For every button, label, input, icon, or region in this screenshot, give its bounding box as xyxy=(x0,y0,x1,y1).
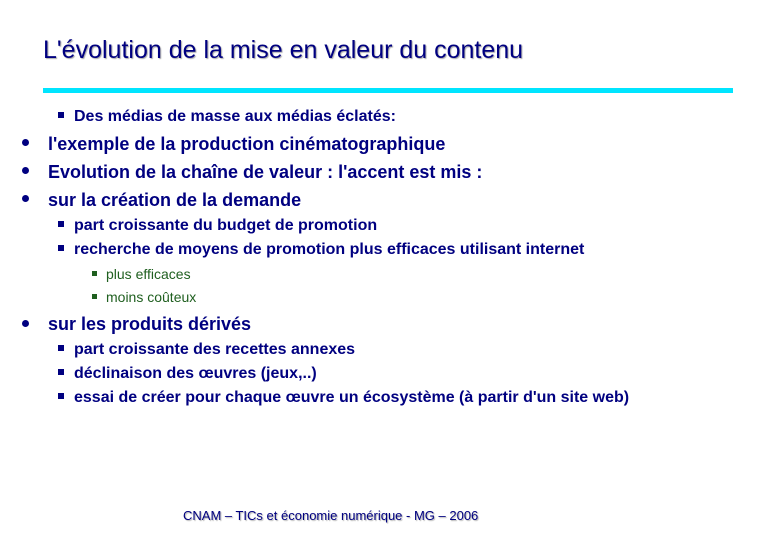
sub-bullet xyxy=(58,341,355,359)
sub-sub-bullet-text: plus efficaces xyxy=(106,266,191,282)
sub-bullet xyxy=(58,365,317,383)
square-bullet-icon xyxy=(92,294,97,299)
round-bullet-icon xyxy=(22,139,29,146)
round-bullet-icon xyxy=(22,167,29,174)
square-bullet-icon xyxy=(58,393,64,399)
intro-line xyxy=(58,108,396,126)
square-bullet-icon xyxy=(58,245,64,251)
sub-bullet-text: déclinaison des œuvres (jeux,..) xyxy=(74,365,317,382)
sub-bullet-text: recherche de moyens de promotion plus efficaces utilisant internet xyxy=(74,241,585,258)
title-underline xyxy=(43,88,733,93)
sub-sub-bullet xyxy=(92,266,191,282)
main-bullet: l'exemple de la production cinématographique xyxy=(48,134,446,154)
sub-bullet xyxy=(58,389,629,407)
sub-sub-bullet xyxy=(92,289,196,305)
sub-bullet xyxy=(58,217,377,235)
square-bullet-icon xyxy=(92,271,97,276)
slide-title: L'évolution de la mise en valeur du contenu xyxy=(43,36,524,64)
intro-text: Des médias de masse aux médias éclatés: xyxy=(74,108,396,125)
sub-bullet-text: part croissante des recettes annexes xyxy=(74,341,356,358)
square-bullet-icon xyxy=(58,112,64,118)
round-bullet-icon xyxy=(22,320,29,327)
sub-bullet-text: part croissante du budget de promotion xyxy=(74,217,378,234)
main-bullet: sur les produits dérivés xyxy=(48,314,252,334)
square-bullet-icon xyxy=(58,345,64,351)
sub-bullet xyxy=(58,241,584,259)
slide-footer: CNAM – TICs et économie numérique - MG – 2006 xyxy=(183,508,479,523)
square-bullet-icon xyxy=(58,221,64,227)
main-bullet: sur la création de la demande xyxy=(48,190,302,210)
square-bullet-icon xyxy=(58,369,64,375)
round-bullet-icon xyxy=(22,195,29,202)
main-bullet: Evolution de la chaîne de valeur : l'accent est mis : xyxy=(48,162,483,182)
sub-sub-bullet-text: moins coûteux xyxy=(106,289,197,305)
sub-bullet-text: essai de créer pour chaque œuvre un écosystème (à partir d'un site web) xyxy=(74,389,630,406)
